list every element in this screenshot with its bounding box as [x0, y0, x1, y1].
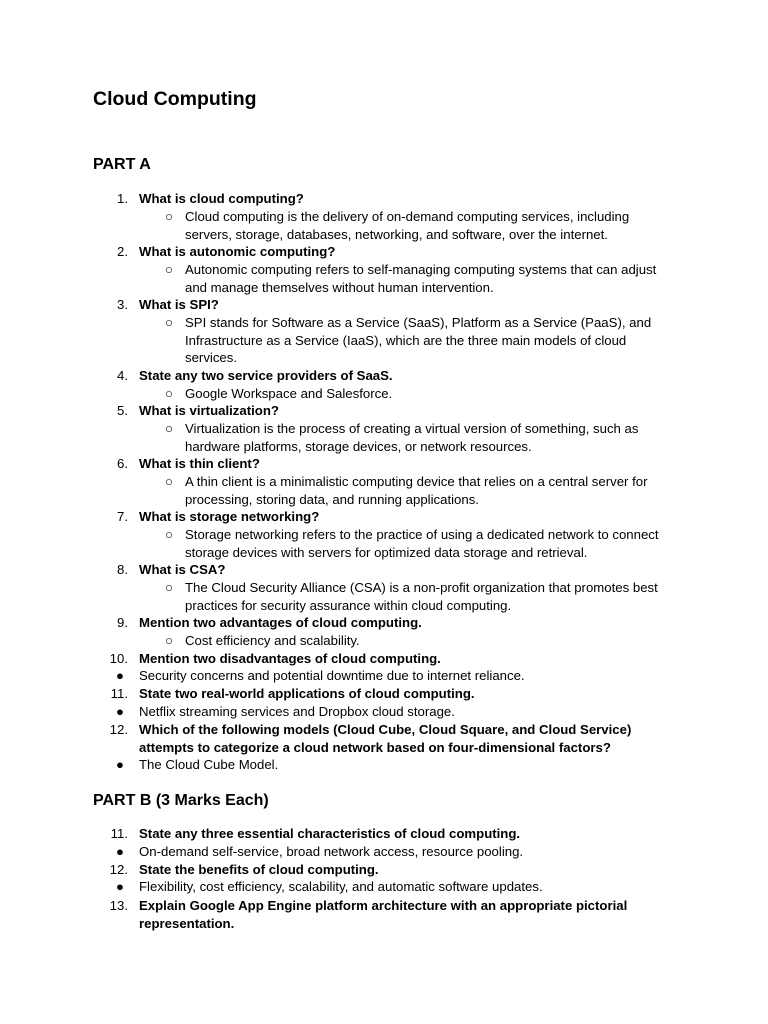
hollow-circle-bullet-icon: ○ [165, 315, 173, 330]
hollow-circle-bullet-icon: ○ [165, 580, 173, 595]
part-a-heading: PART A [93, 156, 151, 173]
item-number: 11. [110, 686, 128, 701]
hollow-circle-bullet-icon: ○ [165, 262, 173, 277]
item-number: 8. [117, 562, 128, 577]
question-text: State the benefits of cloud computing. [139, 862, 379, 877]
bullet-icon: ● [116, 844, 124, 859]
question-text: What is cloud computing? [139, 191, 304, 206]
question-text: Mention two advantages of cloud computing. [139, 615, 422, 630]
item-number: 2. [117, 244, 128, 259]
answer-text: The Cloud Cube Model. [139, 757, 279, 772]
question-text: Mention two disadvantages of cloud computing. [139, 651, 441, 666]
question-text: What is virtualization? [139, 403, 279, 418]
item-number: 9. [117, 615, 128, 630]
document-title: Cloud Computing [93, 88, 257, 110]
item-number: 12. [109, 722, 128, 737]
answer-text: Netflix streaming services and Dropbox cloud storage. [139, 704, 455, 719]
question-text: What is CSA? [139, 562, 226, 577]
bullet-icon: ● [116, 704, 124, 719]
hollow-circle-bullet-icon: ○ [165, 527, 173, 542]
item-number: 13. [109, 898, 128, 913]
hollow-circle-bullet-icon: ○ [165, 386, 173, 401]
item-number: 1. [117, 191, 128, 206]
item-number: 6. [117, 456, 128, 471]
question-text: What is autonomic computing? [139, 244, 336, 259]
bullet-icon: ● [116, 879, 124, 894]
hollow-circle-bullet-icon: ○ [165, 474, 173, 489]
answer-text: Google Workspace and Salesforce. [185, 386, 393, 401]
hollow-circle-bullet-icon: ○ [165, 209, 173, 224]
answer-text: Virtualization is the process of creating a virtual version of something, such as hardware platforms, storage devices, or network resources. [185, 421, 639, 454]
question-text: What is storage networking? [139, 509, 320, 524]
answer-text: Autonomic computing refers to self-managing computing systems that can adjust and manage themselves without human intervention. [185, 262, 657, 295]
question-text: What is thin client? [139, 456, 260, 471]
answer-text: Flexibility, cost efficiency, scalability, and automatic software updates. [139, 879, 543, 894]
hollow-circle-bullet-icon: ○ [165, 421, 173, 436]
question-text: Which of the following models (Cloud Cube, Cloud Square, and Cloud Service) attempts to categorize a cloud network based on four-dimensional factors? [139, 722, 632, 755]
answer-text: Cloud computing is the delivery of on-demand computing services, including servers, storage, databases, networking, and software, over the internet. [185, 209, 630, 242]
answer-text: Security concerns and potential downtime due to internet reliance. [139, 668, 525, 683]
bullet-icon: ● [116, 668, 124, 683]
answer-text: Cost efficiency and scalability. [185, 633, 360, 648]
question-text: State any three essential characteristics of cloud computing. [139, 826, 521, 841]
item-number: 10. [109, 651, 128, 666]
answer-text: The Cloud Security Alliance (CSA) is a non-profit organization that promotes best practices for security assurance within cloud computing. [185, 580, 658, 613]
question-text: State two real-world applications of cloud computing. [139, 686, 475, 701]
item-number: 12. [109, 862, 128, 877]
item-number: 11. [110, 826, 128, 841]
item-number: 5. [117, 403, 128, 418]
answer-text: On-demand self-service, broad network access, resource pooling. [139, 844, 524, 859]
item-number: 7. [117, 509, 128, 524]
question-text: Explain Google App Engine platform architecture with an appropriate pictorial representation. [139, 898, 628, 931]
item-number: 4. [117, 368, 128, 383]
answer-text: Storage networking refers to the practice of using a dedicated network to connect storage devices with servers for optimized data storage and retrieval. [185, 527, 659, 560]
question-text: What is SPI? [139, 297, 219, 312]
question-text: State any two service providers of SaaS. [139, 368, 393, 383]
part-b-heading: PART B (3 Marks Each) [93, 792, 269, 809]
answer-text: SPI stands for Software as a Service (SaaS), Platform as a Service (PaaS), and Infrastructure as a Service (IaaS), which are the three main models of cloud services. [185, 315, 652, 366]
item-number: 3. [117, 297, 128, 312]
bullet-icon: ● [116, 757, 124, 772]
hollow-circle-bullet-icon: ○ [165, 633, 173, 648]
answer-text: A thin client is a minimalistic computing device that relies on a central server for processing, storing data, and running applications. [185, 474, 648, 507]
